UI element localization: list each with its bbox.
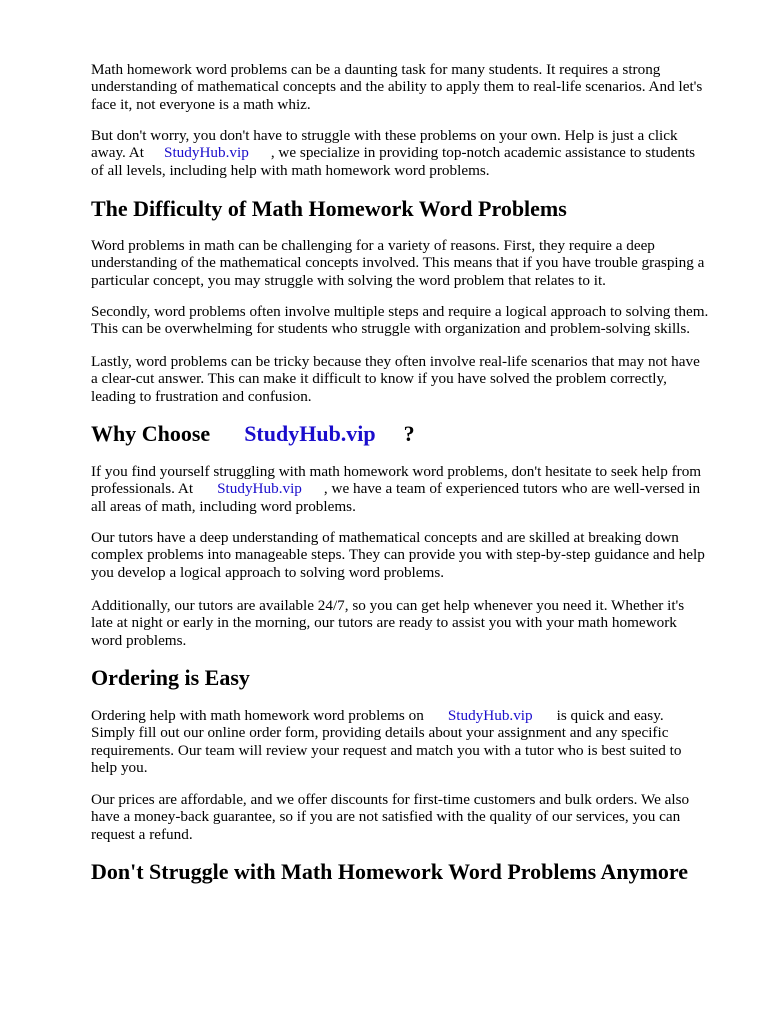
text-line: But don't worry, you don't have to struggle with these problems on your own. Help is just a click — [91, 127, 678, 144]
difficulty-paragraph-3 — [91, 353, 731, 405]
section-heading-dont-struggle: Don't Struggle with Math Homework Word Problems Anymore — [91, 859, 689, 884]
text-segment: away. At — [91, 144, 144, 162]
intro-paragraph-2 — [91, 127, 731, 179]
difficulty-paragraph-2 — [91, 303, 731, 338]
text-segment: , we specialize in providing top-notch academic assistance to students — [270, 144, 696, 162]
text-line: request a refund. — [91, 825, 193, 843]
text-segment: is quick and easy. — [556, 707, 664, 724]
section-heading-ordering: Ordering is Easy — [91, 665, 250, 690]
studyhub-link[interactable]: StudyHub.vip — [217, 480, 302, 498]
text-segment: Ordering help with math homework word problems on — [91, 707, 424, 724]
section-heading-difficulty: The Difficulty of Math Homework Word Problems — [91, 196, 567, 221]
text-line: Our tutors have a deep understanding of mathematical concepts and are skilled at breaking down — [91, 529, 679, 546]
text-segment: , we have a team of experienced tutors who are well-versed in — [323, 480, 701, 498]
section-heading-why-choose — [91, 421, 415, 447]
text-line: word problems. — [91, 631, 187, 649]
text-line: Lastly, word problems can be tricky because they often involve real-life scenarios that may not have — [91, 353, 700, 370]
text-line — [91, 707, 731, 724]
text-line — [91, 480, 731, 497]
text-line: If you find yourself struggling with math homework word problems, don't hesitate to seek help from — [91, 463, 702, 480]
text-line: all areas of math, including word problems. — [91, 497, 356, 515]
text-line: Our prices are affordable, and we offer discounts for first-time customers and bulk orders. We also — [91, 791, 690, 808]
text-line: Math homework word problems can be a daunting task for many students. It requires a strong — [91, 61, 661, 78]
text-line: This can be overwhelming for students who struggle with organization and problem-solving skills. — [91, 320, 691, 338]
text-line: particular concept, you may struggle with solving the word problem that relates to it. — [91, 271, 606, 289]
text-line: complex problems into manageable steps. They can provide you with step-by-step guidance and help — [91, 546, 705, 564]
text-line: have a money-back guarantee, so if you are not satisfied with the quality of our services, you can — [91, 808, 681, 826]
ordering-paragraph-1 — [91, 707, 731, 777]
text-line: Simply fill out our online order form, providing details about your assignment and any specific — [91, 724, 669, 742]
intro-paragraph-1 — [91, 61, 731, 113]
studyhub-link[interactable]: StudyHub.vip — [164, 144, 249, 162]
text-line: face it, not everyone is a math whiz. — [91, 95, 311, 113]
text-line: late at night or early in the morning, our tutors are ready to assist you with your math homework — [91, 614, 677, 632]
text-line: of all levels, including help with math homework word problems. — [91, 161, 490, 179]
why-choose-paragraph-2 — [91, 529, 731, 581]
why-choose-paragraph-1 — [91, 463, 731, 515]
text-line: understanding of mathematical concepts and the ability to apply them to real-life scenarios. And let's — [91, 78, 703, 96]
text-line — [91, 144, 731, 161]
text-line: Word problems in math can be challenging for a variety of reasons. First, they require a deep — [91, 237, 655, 254]
text-line: Additionally, our tutors are available 24/7, so you can get help whenever you need it. Whether it's — [91, 597, 685, 614]
text-line: leading to frustration and confusion. — [91, 387, 312, 405]
text-line: Secondly, word problems often involve multiple steps and require a logical approach to solving them. — [91, 303, 709, 320]
difficulty-paragraph-1 — [91, 237, 731, 289]
studyhub-heading-link[interactable]: StudyHub.vip — [244, 421, 376, 446]
text-line: you develop a logical approach to solving word problems. — [91, 563, 445, 581]
text-segment: professionals. At — [91, 480, 194, 498]
heading-segment: Why Choose — [91, 421, 211, 446]
why-choose-paragraph-3 — [91, 597, 731, 649]
heading-segment: ? — [403, 421, 415, 446]
ordering-paragraph-2 — [91, 791, 731, 843]
text-line: requirements. Our team will review your request and match you with a tutor who is best suited to — [91, 741, 682, 759]
text-line: understanding of the mathematical concepts involved. This means that if you have trouble grasping a — [91, 254, 705, 272]
text-line: a clear-cut answer. This can make it difficult to know if you have solved the problem correctly, — [91, 370, 667, 388]
studyhub-link[interactable]: StudyHub.vip — [447, 707, 533, 724]
text-line: help you. — [91, 759, 148, 777]
